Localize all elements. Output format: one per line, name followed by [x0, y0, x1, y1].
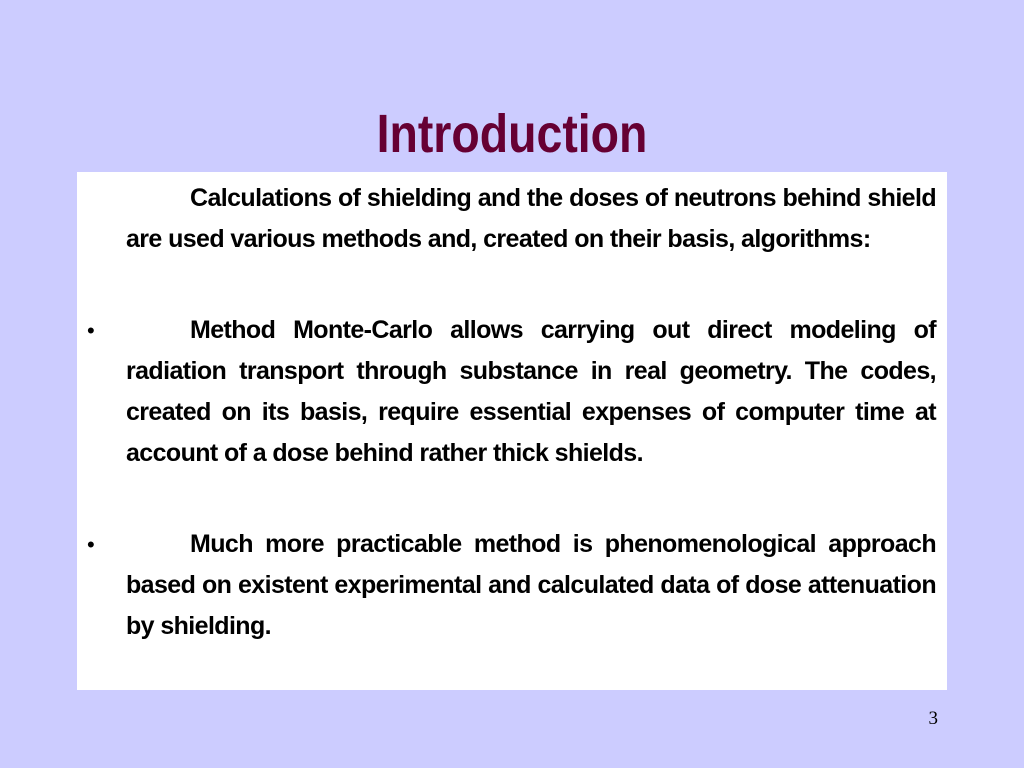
phenomenological-paragraph: Much more practicable method is phenomenological approach based on existent experimental and calculated data of dose attenuation by shielding. — [126, 530, 936, 640]
monte-carlo-paragraph: Method Monte-Carlo allows carrying out direct modeling of radiation transport through substance in real geometry. The codes, created on its basis, require essential expenses of computer time at account of a dose behind rather thick shields. — [126, 316, 936, 467]
content-box — [77, 172, 947, 690]
bullet-marker: • — [87, 318, 95, 343]
intro-paragraph: Calculations of shielding and the doses of neutrons behind shield are used various methods and, created on their basis, algorithms: — [126, 184, 936, 253]
bullet-marker: • — [87, 532, 95, 557]
slide-title: Introduction — [376, 104, 648, 164]
page-number: 3 — [928, 708, 938, 729]
